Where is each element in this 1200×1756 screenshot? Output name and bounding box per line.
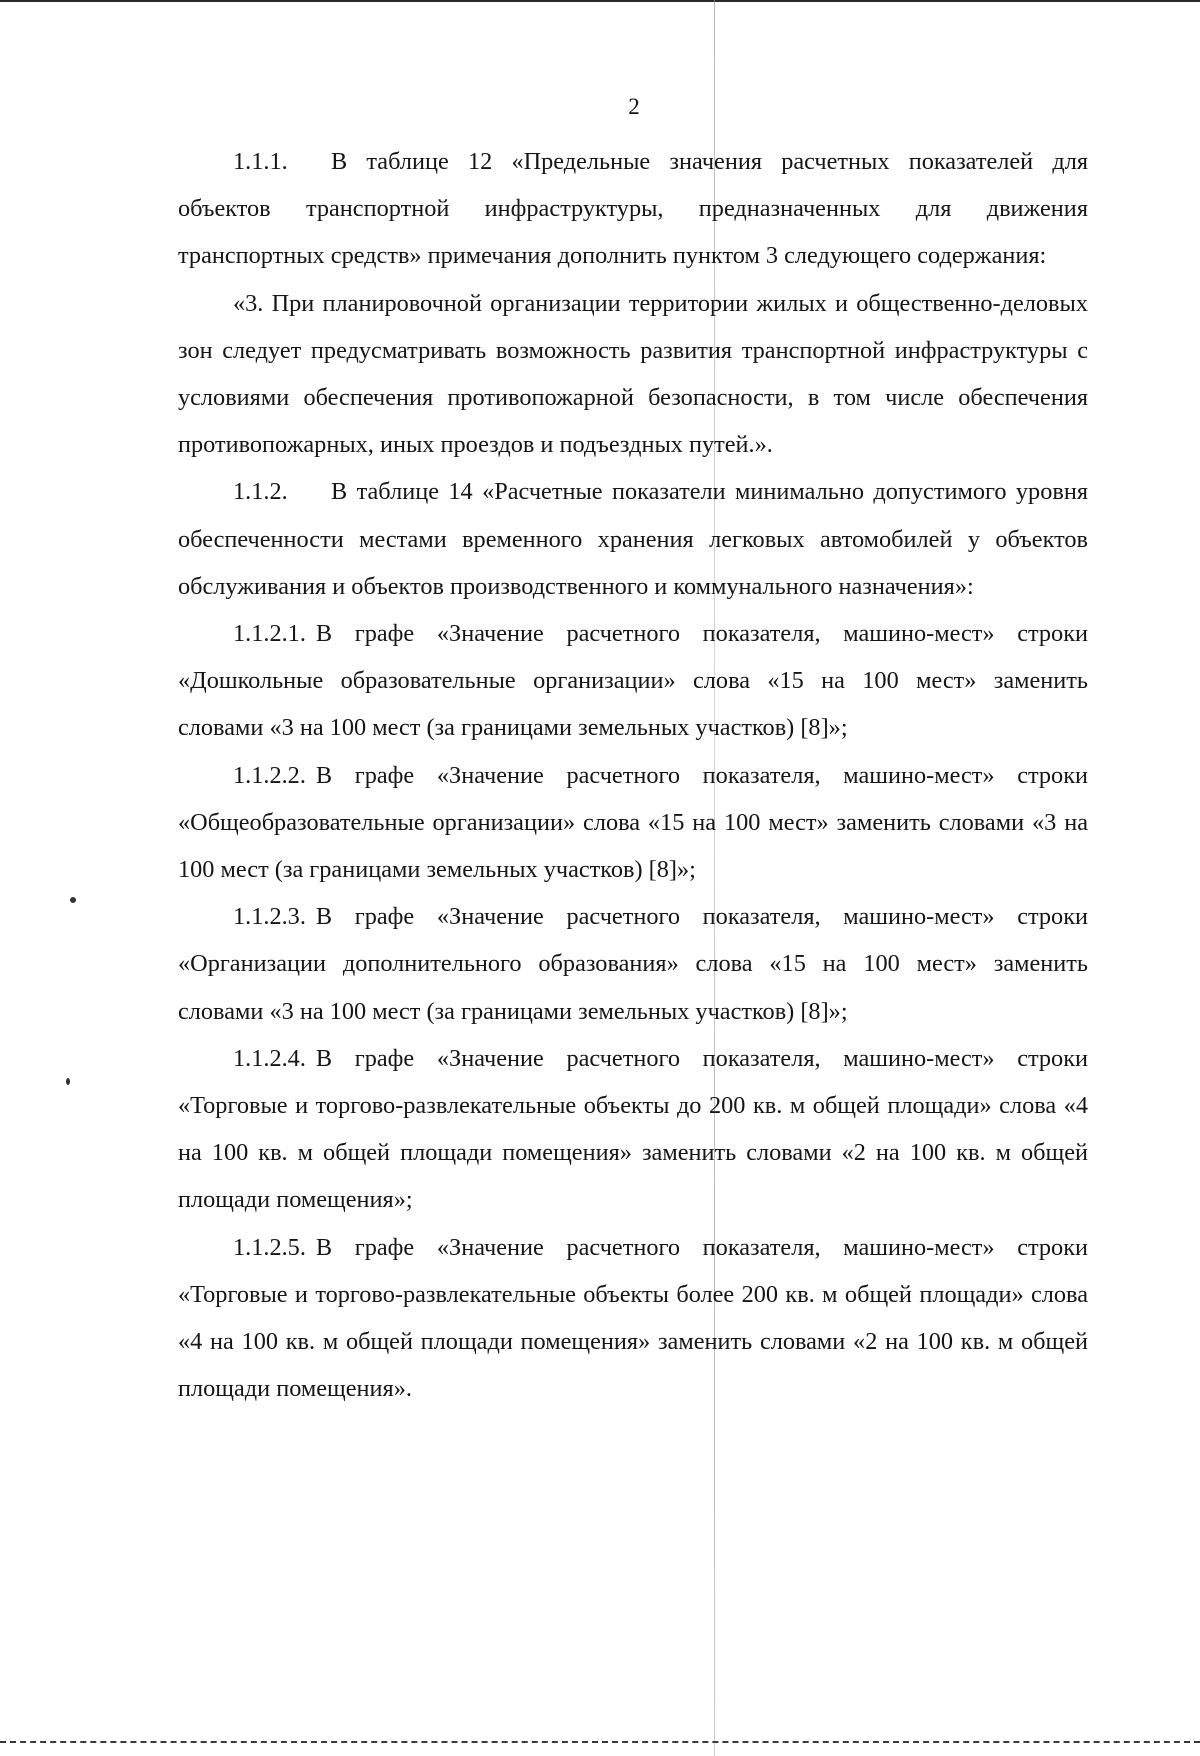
paragraph-1-1-2-1: [178, 610, 1088, 752]
paragraph-quote-3: [178, 280, 1088, 469]
document-body: [178, 138, 1088, 1412]
paragraph-text: «3. При планировочной организации территории жилых и общественно-деловых зон следует предусматривать возможность развития транспортной инфраструктуры с условиями обеспечения противопожарной безопасности, в том числе обеспечения противопожарных, иных проездов и подъездных путей.».: [178, 289, 1088, 459]
paragraph-text: В таблице 14 «Расчетные показатели минимально допустимого уровня обеспеченности местами временного хранения легковых автомобилей у объектов обслуживания и объектов производственного и коммунального назначения»:: [178, 478, 1088, 600]
paragraph-text: В графе «Значение расчетного показателя, машино-мест» строки «Торговые и торгово-развлекательные объекты до 200 кв. м общей площади» слова «4 на 100 кв. м общей площади помещения» заменить словами «2 на 100 кв. м общей площади помещения»;: [178, 1044, 1088, 1214]
paragraph-text: В таблице 12 «Предельные значения расчетных показателей для объектов транспортной инфраструктуры, предназначенных для движения транспортных средств» примечания дополнить пунктом 3 следующего содержания:: [178, 148, 1088, 270]
page-number: 2: [628, 94, 640, 119]
paragraph-1-1-2-3: [178, 893, 1088, 1035]
scan-speck: [70, 897, 76, 903]
paragraph-number: 1.1.1.: [233, 148, 288, 175]
scan-bottom-edge: [0, 1741, 1200, 1743]
paragraph-text: В графе «Значение расчетного показателя, машино-мест» строки «Общеобразовательные организации» слова «15 на 100 мест» заменить словами «3 на 100 мест (за границами земельных участков) [8]»;: [178, 761, 1088, 884]
paragraph-number: 1.1.2.1.: [233, 620, 306, 648]
paragraph-number: 1.1.2.4.: [233, 1044, 306, 1072]
paragraph-1-1-2-4: [178, 1035, 1088, 1224]
paragraph-1-1-2-5: [178, 1224, 1088, 1413]
paragraph-1-1-1: [178, 138, 1088, 280]
paragraph-1-1-2: [178, 468, 1088, 610]
paragraph-text: В графе «Значение расчетного показателя, машино-мест» строки «Торговые и торгово-развлекательные объекты более 200 кв. м общей площади» слова «4 на 100 кв. м общей площади помещения» заменить словами «2 на 100 кв. м общей площади помещения».: [178, 1233, 1088, 1403]
paragraph-number: 1.1.2.3.: [233, 903, 306, 931]
paragraph-text: В графе «Значение расчетного показателя, машино-мест» строки «Организации дополнительного образования» слова «15 на 100 мест» заменить словами «3 на 100 мест (за границами земельных участков) [8]»;: [178, 903, 1088, 1025]
scan-speck: [66, 1078, 70, 1085]
scan-top-edge: [0, 0, 1200, 2]
paragraph-number: 1.1.2.: [233, 478, 288, 506]
paragraph-number: 1.1.2.2.: [233, 761, 306, 789]
paragraph-number: 1.1.2.5.: [233, 1233, 306, 1261]
paragraph-text: В графе «Значение расчетного показателя, машино-мест» строки «Дошкольные образовательные организации» слова «15 на 100 мест» заменить словами «3 на 100 мест (за границами земельных участков) [8]»;: [178, 620, 1088, 742]
paragraph-1-1-2-2: [178, 752, 1088, 894]
